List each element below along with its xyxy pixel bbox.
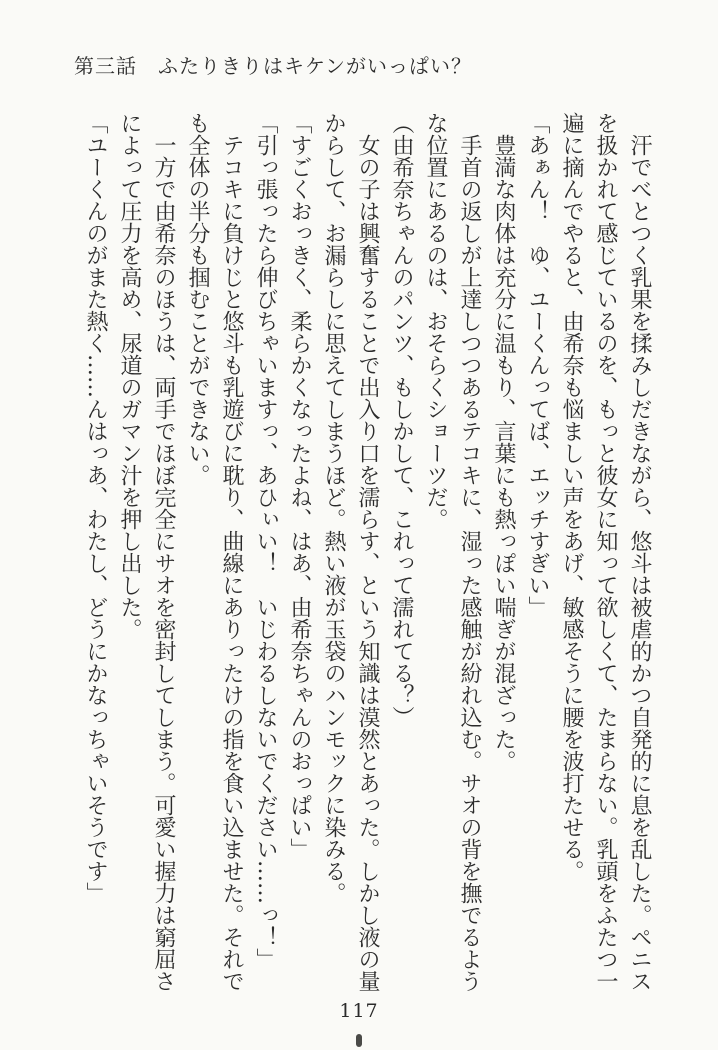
paragraph: 「あぁん！ ゆ、ユーくんってば、エッチすぎい」 (525, 112, 550, 618)
paragraph: 「引っ張ったら伸びちゃいますっ、あひぃい！ いじわるしないでください……っ！」 (253, 112, 278, 970)
chapter-header: 第三話 ふたりきりはキケンがいっぱい？ (74, 54, 472, 78)
paragraph: 汗でべとつく乳果を揉みしだきながら、悠斗は被虐的かつ自発的に息を乱した。ペニスを扱かれて感じているのを、もっと彼女に知って欲しくて、たまらない。乳頭をふたつ一遍に摘んでやると、由希奈も悩ましい声をあげ、敏感そうに腰を波打たせる。 (559, 112, 652, 992)
paragraph: 「ユーくんのがまた熱く……んはっあ、わたし、どうにかなっちゃいそうです」 (83, 112, 108, 904)
paragraph: 「すごくおっきく、柔らかくなったよね、はあ、由希奈ちゃんのおっぱい」 (287, 112, 312, 860)
paragraph: 豊満な肉体は充分に温もり、言葉にも熱っぽい喘ぎが混ざった。 (491, 112, 516, 772)
paragraph: テコキに負けじと悠斗も乳遊びに耽り、曲線にありったけの指を食い込ませた。それでも全体の半分も掴むことができない。 (185, 112, 244, 992)
page-number: 117 (339, 1000, 379, 1022)
paragraph: 一方で由希奈のほうは、両手でほぼ完全にサオを密封してしまう。可愛い握力は窮屈さによって圧力を高め、尿道のガマン汁を押し出した。 (117, 112, 176, 992)
body-text (78, 112, 656, 1002)
paragraph: 手首の返しが上達しつつあるテコキに、湿った感触が紛れ込む。サオの背を撫でるような位置にあるのは、おそらくショーツだ。 (423, 112, 482, 992)
paragraph: 女の子は興奮することで出入り口を濡らす、という知識は漠然とあった。しかし液の量からして、お漏らしに思えてしまうほど。熱い液が玉袋のハンモックに染みる。 (321, 112, 380, 992)
paragraph: （由希奈ちゃんのパンツ、もしかして、これって濡れてる？） (389, 112, 414, 728)
scan-artifact-mark (356, 1034, 362, 1047)
